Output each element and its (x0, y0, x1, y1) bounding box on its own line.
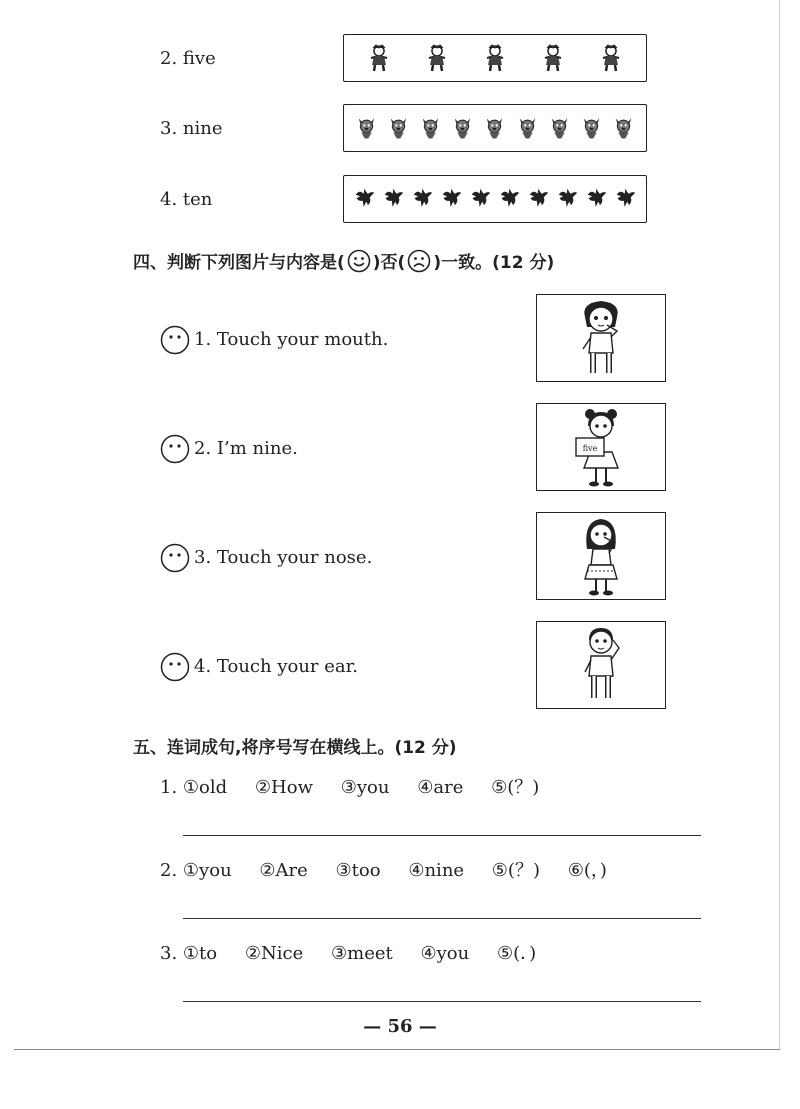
section-4-title-pre: 四、判断下列图片与内容是( (133, 253, 345, 273)
count-label: 4. ten (160, 189, 213, 210)
bird-silhouette-icon (412, 184, 433, 214)
girl-touching-nose-icon (571, 515, 631, 597)
judge-item (160, 294, 680, 384)
bird-silhouette-icon (586, 184, 607, 214)
order-item-number: 3. (160, 943, 178, 964)
order-token: ④you (420, 943, 470, 964)
order-token: ①to (182, 943, 218, 964)
section-5-title: 五、连词成句,将序号写在横线上。(12 分) (133, 738, 457, 758)
judge-item-text: 3. Touch your nose. (194, 547, 373, 568)
judge-item (160, 512, 680, 602)
answer-face-icon[interactable] (160, 434, 190, 464)
count-picture-box (343, 175, 647, 223)
answer-face-icon[interactable] (160, 652, 190, 682)
card-text: five (582, 444, 598, 453)
order-item-number: 2. (160, 860, 178, 881)
order-token: ②Are (259, 860, 308, 881)
answer-line[interactable] (183, 1001, 701, 1002)
order-token: ⑤(？) (491, 860, 540, 881)
judge-item-text: 2. I’m nine. (194, 438, 298, 459)
dog-face-icon (388, 113, 409, 143)
dog-face-icon (581, 113, 602, 143)
cartoon-figure-icon (425, 43, 449, 73)
judge-picture (536, 621, 666, 709)
page-edge (779, 0, 780, 1050)
dog-face-icon (613, 113, 634, 143)
order-item (160, 939, 558, 965)
dog-face-icon (356, 113, 377, 143)
count-picture-box (343, 104, 647, 152)
order-token: ③too (335, 860, 381, 881)
answer-line[interactable] (183, 918, 701, 919)
judge-picture (536, 512, 666, 600)
cartoon-figure-icon (541, 43, 565, 73)
bird-silhouette-icon (441, 184, 462, 214)
count-row-five (160, 34, 660, 84)
girl-touching-mouth-icon (571, 297, 631, 379)
bird-silhouette-icon (354, 184, 375, 214)
smiley-face-icon (347, 249, 371, 273)
girl-holding-card-icon (566, 406, 636, 488)
order-item (160, 773, 561, 799)
sad-face-icon (407, 249, 431, 273)
section-4-title-mid: )否( (372, 253, 406, 273)
judge-item (160, 621, 680, 711)
order-token: ⑤(．) (496, 943, 537, 964)
cartoon-figure-icon (483, 43, 507, 73)
bird-silhouette-icon (383, 184, 404, 214)
dog-face-icon (549, 113, 570, 143)
judge-item-text: 4. Touch your ear. (194, 656, 358, 677)
judge-item-text: 1. Touch your mouth. (194, 329, 389, 350)
dog-face-icon (484, 113, 505, 143)
order-token: ⑥(，) (567, 860, 607, 881)
order-token: ③meet (331, 943, 393, 964)
section-4-title (133, 248, 554, 273)
order-token: ②Nice (244, 943, 304, 964)
order-item (160, 856, 629, 882)
order-token: ①you (182, 860, 232, 881)
order-token: ④nine (408, 860, 465, 881)
dog-face-icon (420, 113, 441, 143)
bird-silhouette-icon (499, 184, 520, 214)
order-token: ②How (254, 777, 313, 798)
judge-picture (536, 294, 666, 382)
count-row-ten (160, 175, 660, 225)
bird-silhouette-icon (615, 184, 636, 214)
dog-face-icon (452, 113, 473, 143)
judge-picture (536, 403, 666, 491)
order-token: ③you (340, 777, 390, 798)
order-token: ④are (417, 777, 464, 798)
section-4-title-post: )一致。(12 分) (433, 253, 555, 273)
count-label: 3. nine (160, 118, 223, 139)
answer-line[interactable] (183, 835, 701, 836)
bird-silhouette-icon (557, 184, 578, 214)
order-item-number: 1. (160, 777, 178, 798)
bird-silhouette-icon (470, 184, 491, 214)
order-token: ①old (182, 777, 228, 798)
judge-item (160, 403, 680, 493)
footer-divider (14, 1049, 780, 1050)
order-token: ⑤(？) (491, 777, 540, 798)
answer-face-icon[interactable] (160, 543, 190, 573)
bird-silhouette-icon (528, 184, 549, 214)
cartoon-figure-icon (599, 43, 623, 73)
answer-face-icon[interactable] (160, 325, 190, 355)
cartoon-figure-icon (367, 43, 391, 73)
dog-face-icon (517, 113, 538, 143)
page-number: — 56 — (363, 1016, 437, 1037)
boy-touching-ear-icon (571, 624, 631, 706)
count-picture-box (343, 34, 647, 82)
count-row-nine (160, 104, 660, 154)
count-label: 2. five (160, 48, 216, 69)
